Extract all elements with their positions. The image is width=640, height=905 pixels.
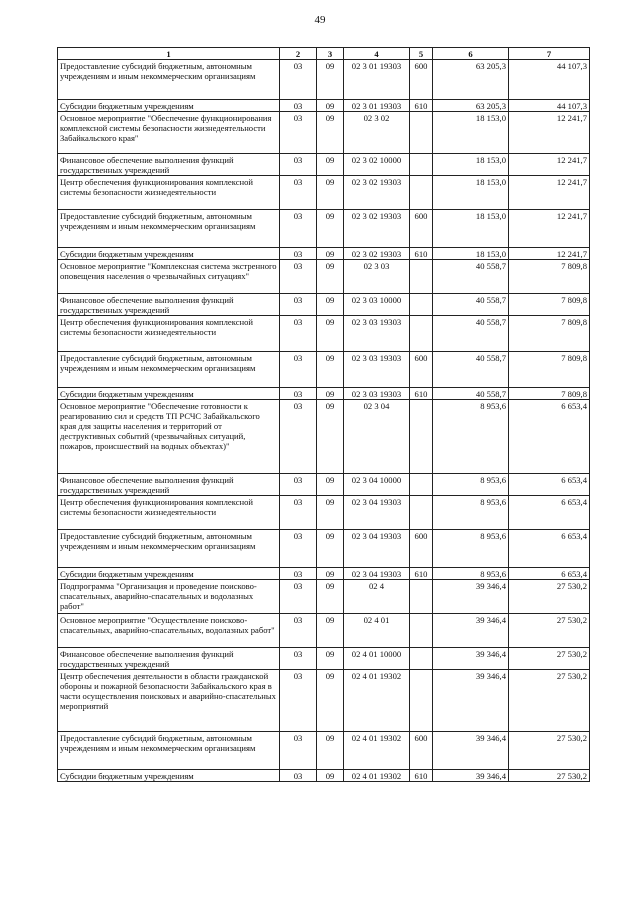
row-name-cell: Основное мероприятие "Осуществление поисково-спасательных, аварийно-спасательных, водолазных работ" <box>58 614 280 648</box>
row-target-article-cell: 02 4 01 19302 <box>344 770 410 782</box>
row-target-article-cell: 02 3 03 19303 <box>344 316 410 352</box>
column-header-7: 7 <box>509 48 590 60</box>
column-header-5: 5 <box>410 48 433 60</box>
row-subsection-cell: 09 <box>317 530 344 568</box>
row-name-cell: Финансовое обеспечение выполнения функций государственных учреждений <box>58 648 280 670</box>
row-amount-col7-cell: 7 809,8 <box>509 388 590 400</box>
row-section-cell: 03 <box>280 648 317 670</box>
row-target-article-cell: 02 4 01 <box>344 614 410 648</box>
row-amount-col7-cell: 27 530,2 <box>509 614 590 648</box>
row-subsection-cell: 09 <box>317 352 344 388</box>
row-amount-col6-cell: 8 953,6 <box>433 400 509 474</box>
row-subsection-cell: 09 <box>317 294 344 316</box>
row-expense-type-cell: 600 <box>410 530 433 568</box>
row-target-article-cell: 02 3 04 19303 <box>344 568 410 580</box>
row-name-cell: Основное мероприятие "Обеспечение готовности к реагированию сил и средств ТП РСЧС Забайкальского края для защиты населения и территорий от деструктивных событий (чрезвычайных ситуаций, пожаров, происшествий на водных объектах)" <box>58 400 280 474</box>
row-amount-col6-cell: 39 346,4 <box>433 770 509 782</box>
table-row <box>58 614 590 648</box>
row-amount-col6-cell: 63 205,3 <box>433 60 509 100</box>
row-section-cell: 03 <box>280 210 317 248</box>
row-subsection-cell: 09 <box>317 400 344 474</box>
table-row <box>58 648 590 670</box>
row-target-article-cell: 02 4 01 10000 <box>344 648 410 670</box>
row-target-article-cell: 02 4 <box>344 580 410 614</box>
row-section-cell: 03 <box>280 294 317 316</box>
row-section-cell: 03 <box>280 530 317 568</box>
table-row <box>58 294 590 316</box>
row-name-cell: Субсидии бюджетным учреждениям <box>58 770 280 782</box>
row-name-cell: Субсидии бюджетным учреждениям <box>58 248 280 260</box>
row-amount-col7-cell: 6 653,4 <box>509 474 590 496</box>
row-name-cell: Финансовое обеспечение выполнения функций государственных учреждений <box>58 154 280 176</box>
row-name-cell: Предоставление субсидий бюджетным, автономным учреждениям и иным некоммерческим организациям <box>58 732 280 770</box>
row-amount-col6-cell: 39 346,4 <box>433 670 509 732</box>
row-name-cell: Предоставление субсидий бюджетным, автономным учреждениям и иным некоммерческим организациям <box>58 210 280 248</box>
row-expense-type-cell: 610 <box>410 770 433 782</box>
row-expense-type-cell: 600 <box>410 732 433 770</box>
row-amount-col6-cell: 39 346,4 <box>433 648 509 670</box>
column-header-4: 4 <box>344 48 410 60</box>
table-row <box>58 176 590 210</box>
row-target-article-cell: 02 3 03 10000 <box>344 294 410 316</box>
row-target-article-cell: 02 3 01 19303 <box>344 60 410 100</box>
row-expense-type-cell <box>410 648 433 670</box>
table-row <box>58 248 590 260</box>
table-row <box>58 210 590 248</box>
table-header-row <box>58 48 590 60</box>
row-amount-col7-cell: 44 107,3 <box>509 60 590 100</box>
table-row <box>58 352 590 388</box>
row-amount-col6-cell: 40 558,7 <box>433 316 509 352</box>
row-amount-col7-cell: 27 530,2 <box>509 770 590 782</box>
row-expense-type-cell: 610 <box>410 100 433 112</box>
row-section-cell: 03 <box>280 732 317 770</box>
row-expense-type-cell: 600 <box>410 352 433 388</box>
row-section-cell: 03 <box>280 770 317 782</box>
row-section-cell: 03 <box>280 614 317 648</box>
row-name-cell: Субсидии бюджетным учреждениям <box>58 100 280 112</box>
row-target-article-cell: 02 4 01 19302 <box>344 670 410 732</box>
row-amount-col7-cell: 27 530,2 <box>509 580 590 614</box>
row-amount-col7-cell: 12 241,7 <box>509 154 590 176</box>
row-name-cell: Центр обеспечения деятельности в области гражданской обороны и пожарной безопасности Забайкальского края в части осуществления поисковых и аварийно-спасательных мероприятий <box>58 670 280 732</box>
row-amount-col6-cell: 40 558,7 <box>433 294 509 316</box>
column-header-2: 2 <box>280 48 317 60</box>
row-expense-type-cell <box>410 154 433 176</box>
table-row <box>58 388 590 400</box>
row-section-cell: 03 <box>280 100 317 112</box>
table-row <box>58 496 590 530</box>
row-section-cell: 03 <box>280 154 317 176</box>
row-target-article-cell: 02 3 02 19303 <box>344 176 410 210</box>
row-amount-col7-cell: 7 809,8 <box>509 294 590 316</box>
table-row <box>58 732 590 770</box>
row-name-cell: Основное мероприятие "Комплексная система экстренного оповещения населения о чрезвычайных ситуациях" <box>58 260 280 294</box>
row-name-cell: Подпрограмма "Организация и проведение поисково-спасательных, аварийно-спасательных и водолазных работ" <box>58 580 280 614</box>
column-header-3: 3 <box>317 48 344 60</box>
row-amount-col6-cell: 39 346,4 <box>433 732 509 770</box>
row-expense-type-cell <box>410 294 433 316</box>
row-amount-col7-cell: 27 530,2 <box>509 670 590 732</box>
row-target-article-cell: 02 3 03 19303 <box>344 388 410 400</box>
row-expense-type-cell <box>410 112 433 154</box>
row-amount-col7-cell: 27 530,2 <box>509 648 590 670</box>
row-expense-type-cell: 610 <box>410 388 433 400</box>
row-subsection-cell: 09 <box>317 388 344 400</box>
row-target-article-cell: 02 3 02 19303 <box>344 248 410 260</box>
row-expense-type-cell: 600 <box>410 60 433 100</box>
row-amount-col7-cell: 7 809,8 <box>509 316 590 352</box>
row-section-cell: 03 <box>280 316 317 352</box>
row-amount-col7-cell: 12 241,7 <box>509 176 590 210</box>
row-section-cell: 03 <box>280 388 317 400</box>
row-name-cell: Предоставление субсидий бюджетным, автономным учреждениям и иным некоммерческим организациям <box>58 60 280 100</box>
row-subsection-cell: 09 <box>317 260 344 294</box>
row-target-article-cell: 02 3 01 19303 <box>344 100 410 112</box>
row-name-cell: Финансовое обеспечение выполнения функций государственных учреждений <box>58 294 280 316</box>
column-header-6: 6 <box>433 48 509 60</box>
row-expense-type-cell: 610 <box>410 248 433 260</box>
row-target-article-cell: 02 4 01 19302 <box>344 732 410 770</box>
row-subsection-cell: 09 <box>317 474 344 496</box>
row-amount-col6-cell: 63 205,3 <box>433 100 509 112</box>
table-row <box>58 260 590 294</box>
row-subsection-cell: 09 <box>317 154 344 176</box>
row-amount-col7-cell: 12 241,7 <box>509 112 590 154</box>
row-amount-col7-cell: 7 809,8 <box>509 352 590 388</box>
budget-table <box>57 47 590 782</box>
row-name-cell: Центр обеспечения функционирования комплексной системы безопасности жизнедеятельности <box>58 176 280 210</box>
row-amount-col6-cell: 39 346,4 <box>433 614 509 648</box>
row-section-cell: 03 <box>280 580 317 614</box>
row-amount-col6-cell: 8 953,6 <box>433 568 509 580</box>
row-subsection-cell: 09 <box>317 210 344 248</box>
row-target-article-cell: 02 3 02 <box>344 112 410 154</box>
row-subsection-cell: 09 <box>317 580 344 614</box>
row-amount-col6-cell: 8 953,6 <box>433 530 509 568</box>
row-expense-type-cell <box>410 260 433 294</box>
row-section-cell: 03 <box>280 112 317 154</box>
row-target-article-cell: 02 3 04 19303 <box>344 496 410 530</box>
row-section-cell: 03 <box>280 568 317 580</box>
row-subsection-cell: 09 <box>317 112 344 154</box>
row-name-cell: Центр обеспечения функционирования комплексной системы безопасности жизнедеятельности <box>58 496 280 530</box>
row-amount-col7-cell: 44 107,3 <box>509 100 590 112</box>
row-amount-col6-cell: 18 153,0 <box>433 210 509 248</box>
row-amount-col6-cell: 18 153,0 <box>433 154 509 176</box>
table-row <box>58 580 590 614</box>
row-target-article-cell: 02 3 02 19303 <box>344 210 410 248</box>
row-name-cell: Предоставление субсидий бюджетным, автономным учреждениям и иным некоммерческим организациям <box>58 352 280 388</box>
row-expense-type-cell: 610 <box>410 568 433 580</box>
row-name-cell: Основное мероприятие "Обеспечение функционирования комплексной системы безопасности жизнедеятельности Забайкальского края" <box>58 112 280 154</box>
row-amount-col6-cell: 18 153,0 <box>433 248 509 260</box>
row-section-cell: 03 <box>280 176 317 210</box>
row-section-cell: 03 <box>280 352 317 388</box>
table-row <box>58 474 590 496</box>
row-name-cell: Финансовое обеспечение выполнения функций государственных учреждений <box>58 474 280 496</box>
row-section-cell: 03 <box>280 400 317 474</box>
row-target-article-cell: 02 3 02 10000 <box>344 154 410 176</box>
row-section-cell: 03 <box>280 474 317 496</box>
row-section-cell: 03 <box>280 496 317 530</box>
row-name-cell: Центр обеспечения функционирования комплексной системы безопасности жизнедеятельности <box>58 316 280 352</box>
table-row <box>58 400 590 474</box>
row-subsection-cell: 09 <box>317 770 344 782</box>
table-row <box>58 568 590 580</box>
row-expense-type-cell <box>410 580 433 614</box>
row-subsection-cell: 09 <box>317 568 344 580</box>
row-amount-col6-cell: 39 346,4 <box>433 580 509 614</box>
row-section-cell: 03 <box>280 248 317 260</box>
row-subsection-cell: 09 <box>317 316 344 352</box>
table-row <box>58 112 590 154</box>
table-row <box>58 770 590 782</box>
row-expense-type-cell <box>410 670 433 732</box>
row-subsection-cell: 09 <box>317 670 344 732</box>
row-subsection-cell: 09 <box>317 60 344 100</box>
table-row <box>58 100 590 112</box>
row-expense-type-cell <box>410 400 433 474</box>
row-section-cell: 03 <box>280 260 317 294</box>
row-amount-col6-cell: 8 953,6 <box>433 474 509 496</box>
row-target-article-cell: 02 3 04 19303 <box>344 530 410 568</box>
row-amount-col7-cell: 7 809,8 <box>509 260 590 294</box>
row-amount-col7-cell: 6 653,4 <box>509 496 590 530</box>
row-subsection-cell: 09 <box>317 496 344 530</box>
row-name-cell: Субсидии бюджетным учреждениям <box>58 568 280 580</box>
row-amount-col7-cell: 12 241,7 <box>509 248 590 260</box>
table-row <box>58 60 590 100</box>
row-amount-col7-cell: 6 653,4 <box>509 400 590 474</box>
row-section-cell: 03 <box>280 60 317 100</box>
row-subsection-cell: 09 <box>317 614 344 648</box>
row-subsection-cell: 09 <box>317 248 344 260</box>
row-section-cell: 03 <box>280 670 317 732</box>
row-subsection-cell: 09 <box>317 732 344 770</box>
row-target-article-cell: 02 3 04 <box>344 400 410 474</box>
table-row <box>58 530 590 568</box>
row-name-cell: Предоставление субсидий бюджетным, автономным учреждениям и иным некоммерческим организациям <box>58 530 280 568</box>
row-amount-col7-cell: 12 241,7 <box>509 210 590 248</box>
table-row <box>58 316 590 352</box>
row-name-cell: Субсидии бюджетным учреждениям <box>58 388 280 400</box>
row-expense-type-cell <box>410 474 433 496</box>
row-expense-type-cell <box>410 614 433 648</box>
row-subsection-cell: 09 <box>317 648 344 670</box>
row-amount-col7-cell: 6 653,4 <box>509 568 590 580</box>
row-target-article-cell: 02 3 04 10000 <box>344 474 410 496</box>
row-subsection-cell: 09 <box>317 100 344 112</box>
row-amount-col6-cell: 40 558,7 <box>433 352 509 388</box>
row-expense-type-cell <box>410 176 433 210</box>
row-expense-type-cell: 600 <box>410 210 433 248</box>
row-amount-col6-cell: 8 953,6 <box>433 496 509 530</box>
row-target-article-cell: 02 3 03 <box>344 260 410 294</box>
row-amount-col6-cell: 40 558,7 <box>433 260 509 294</box>
row-amount-col7-cell: 27 530,2 <box>509 732 590 770</box>
row-target-article-cell: 02 3 03 19303 <box>344 352 410 388</box>
table-row <box>58 670 590 732</box>
page-number: 49 <box>314 14 326 26</box>
row-amount-col7-cell: 6 653,4 <box>509 530 590 568</box>
column-header-1: 1 <box>58 48 280 60</box>
row-amount-col6-cell: 18 153,0 <box>433 112 509 154</box>
table-row <box>58 154 590 176</box>
row-amount-col6-cell: 18 153,0 <box>433 176 509 210</box>
row-expense-type-cell <box>410 316 433 352</box>
row-subsection-cell: 09 <box>317 176 344 210</box>
row-amount-col6-cell: 40 558,7 <box>433 388 509 400</box>
row-expense-type-cell <box>410 496 433 530</box>
